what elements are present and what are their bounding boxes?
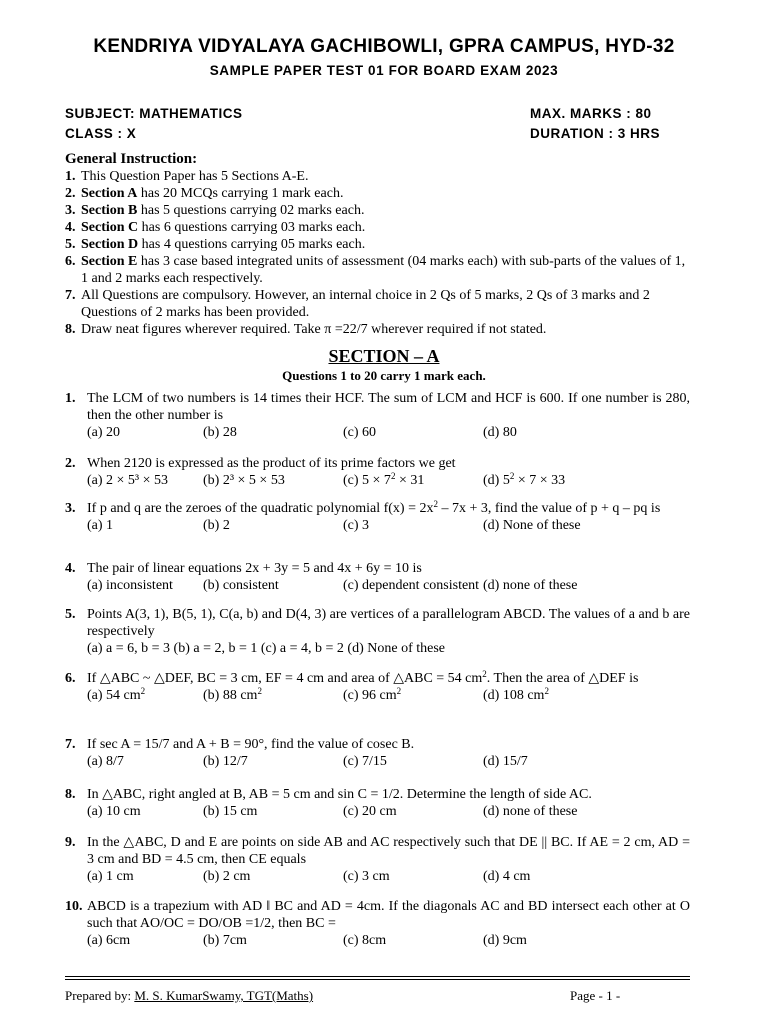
answer-option: (c) 20 cm (343, 804, 397, 819)
instruction-item (65, 168, 690, 185)
instruction-number: 8. (65, 322, 76, 337)
question-text: The LCM of two numbers is 14 times their HCF. The sum of LCM and HCF is 600. If one number is 280, then the other number is (87, 391, 690, 423)
instruction-item (65, 219, 690, 236)
question-text: If p and q are the zeroes of the quadratic polynomial $f(x) = 2x^2 - 7x + 3$, find the value of p + q – pq is (87, 499, 661, 516)
question-text: If sec A = 15/7 and A + B = 90°, find the value of cosec B. (87, 737, 415, 752)
answer-option: (b) 2 (203, 518, 230, 533)
instruction-item (65, 202, 690, 219)
answer-option: (d) $5^2 \times 7 \times 33$ (483, 471, 566, 488)
answer-option: (b) consistent (203, 578, 279, 593)
answer-option: (d) 80 (483, 425, 517, 440)
school-name: KENDRIYA VIDYALAYA GACHIBOWLI, GPRA CAMPUS, HYD-32 (93, 36, 675, 57)
question-text: When 2120 is expressed as the product of its prime factors we get (87, 456, 456, 471)
question-number: 9. (65, 835, 76, 850)
question-number: 3. (65, 501, 76, 516)
instruction-number: 1. (65, 169, 76, 184)
answer-option: (a) inconsistent (87, 578, 173, 593)
answer-option: (b) 12/7 (203, 754, 248, 769)
question-text: In the △ABC, D and E are points on side AB and AC respectively such that DE || BC. If AE = 2 cm, AD = 3 cm and BD = 4.5 cm, then CE equals (87, 835, 690, 867)
answer-option: (c) 3 (343, 518, 370, 533)
answer-option: (b) 28 (203, 425, 237, 440)
instruction-text: Section C has 6 questions carrying 03 marks each. (81, 220, 366, 235)
answer-option: (b) 2³ × 5 × 53 (203, 473, 285, 488)
class-label: CLASS : X (65, 126, 137, 141)
question-text: The pair of linear equations 2x + 3y = 5 and 4x + 6y = 10 is (87, 561, 422, 576)
answer-option: (d) 9cm (483, 933, 527, 948)
answer-option: (a) 20 (87, 425, 121, 440)
question-item (65, 500, 690, 534)
answer-option: (c) 60 (343, 425, 377, 440)
question-item (65, 455, 690, 489)
prepared-by-name: M. S. KumarSwamy, TGT(Maths) (134, 988, 314, 1003)
instruction-text: Section E has 3 case based integrated units of assessment (04 marks each) with sub-parts of the values of 1, 1 and 2 marks each respectively. (81, 254, 686, 286)
answer-option: (c) 8cm (343, 933, 387, 948)
footer-prepared-by (65, 988, 313, 1004)
instruction-number: 3. (65, 203, 76, 218)
question-item (65, 834, 690, 885)
question-number: 5. (65, 607, 76, 622)
question-text: If △ABC ~ △DEF, BC = 3 cm, EF = 4 cm and area of △ABC = 54 $cm^2$. Then the area of △DEF is (87, 669, 639, 686)
answer-option: (d) none of these (483, 804, 578, 819)
question-number: 1. (65, 391, 76, 406)
answer-option: (d) none of these (483, 578, 578, 593)
answer-option: (d) 108 $cm^2$ (483, 686, 549, 703)
answer-option: (b) 88 $cm^2$ (203, 686, 262, 703)
instruction-item (65, 287, 690, 321)
answer-option: (d) 4 cm (483, 869, 531, 884)
answer-option: (d) None of these (483, 518, 581, 533)
question-item (65, 606, 690, 657)
answer-option: (c) 3 cm (343, 869, 390, 884)
answer-option: (c) dependent consistent (343, 578, 480, 593)
answer-option: (a) 6cm (87, 933, 131, 948)
question-number: 7. (65, 737, 76, 752)
answer-option: (b) 7cm (203, 933, 247, 948)
instruction-text: Section A has 20 MCQs carrying 1 mark each. (81, 186, 344, 201)
instruction-item (65, 185, 690, 202)
instruction-item (65, 236, 690, 253)
answer-option: (a) 2 × 5³ × 53 (87, 473, 169, 488)
question-text: In △ABC, right angled at B, AB = 5 cm and sin C = 1/2. Determine the length of side AC. (87, 787, 592, 802)
answer-option: (a) 10 cm (87, 804, 141, 819)
question-number: 6. (65, 671, 76, 686)
instruction-text: Section B has 5 questions carrying 02 marks each. (81, 203, 365, 218)
instruction-text: All Questions are compulsory. However, an internal choice in 2 Qs of 5 marks, 2 Qs of 3 marks and 2 Questions of 2 marks has been provided. (81, 288, 650, 320)
question-text: ABCD is a trapezium with AD ‖ BC and AD = 4cm. If the diagonals AC and BD intersect each other at O such that AO/OC = DO/OB =1/2, then BC = (87, 899, 690, 931)
answer-options (87, 472, 690, 489)
answer-options (87, 517, 690, 534)
answer-option: (c) 7/15 (343, 754, 387, 769)
prepared-by-label: Prepared by: (65, 988, 135, 1003)
answer-options (87, 753, 690, 770)
max-marks-label: MAX. MARKS : 80 (530, 106, 652, 121)
answer-options (87, 577, 690, 594)
answer-options (87, 424, 690, 441)
answer-option: (a) 8/7 (87, 754, 124, 769)
question-number: 10. (65, 899, 83, 914)
duration-label: DURATION : 3 HRS (530, 126, 661, 141)
question-item (65, 898, 690, 949)
instruction-item (65, 321, 690, 338)
question-item (65, 390, 690, 441)
answer-options-line: (a) a = 6, b = 3 (b) a = 2, b = 1 (c) a = 4, b = 2 (d) None of these (87, 641, 445, 656)
instruction-text: Section D has 4 questions carrying 05 marks each. (81, 237, 366, 252)
answer-options (87, 640, 690, 657)
footer-divider-secondary (65, 979, 690, 980)
instruction-item (65, 253, 690, 287)
answer-options (87, 687, 690, 704)
question-number: 2. (65, 456, 76, 471)
answer-options (87, 868, 690, 885)
instructions-list (65, 168, 690, 338)
answer-option: (c) $5 \times 7^2 \times 31$ (343, 471, 425, 488)
instruction-text: This Question Paper has 5 Sections A-E. (81, 169, 309, 184)
footer-divider (65, 976, 690, 977)
instruction-number: 7. (65, 288, 76, 303)
question-item (65, 736, 690, 770)
paper-subtitle: SAMPLE PAPER TEST 01 FOR BOARD EXAM 2023 (209, 63, 559, 78)
section-title: SECTION – A (328, 346, 440, 366)
question-item (65, 786, 690, 820)
answer-option: (b) 2 cm (203, 869, 251, 884)
section-subtitle: Questions 1 to 20 carry 1 mark each. (282, 368, 486, 383)
answer-option: (b) 15 cm (203, 804, 258, 819)
subject-label: SUBJECT: MATHEMATICS (65, 106, 243, 121)
answer-option: (a) 54 $cm^2$ (87, 686, 146, 703)
answer-option: (d) 15/7 (483, 754, 528, 769)
instruction-text: Draw neat figures wherever required. Take π =22/7 wherever required if not stated. (81, 322, 547, 337)
answer-option: (c) 96 $cm^2$ (343, 686, 402, 703)
general-instructions (65, 151, 690, 338)
answer-options (87, 803, 690, 820)
instruction-number: 6. (65, 254, 76, 269)
answer-option: (a) 1 cm (87, 869, 134, 884)
question-text: Points A(3, 1), B(5, 1), C(a, b) and D(4, 3) are vertices of a parallelogram ABCD. The values of a and b are respectively (87, 607, 690, 639)
answer-option: (a) 1 (87, 518, 114, 533)
instructions-heading: General Instruction: (65, 151, 198, 167)
page-number: Page - 1 - (570, 988, 621, 1003)
question-number: 8. (65, 787, 76, 802)
answer-options (87, 932, 690, 949)
question-item (65, 560, 690, 594)
question-number: 4. (65, 561, 76, 576)
question-item (65, 670, 690, 704)
instruction-number: 2. (65, 186, 76, 201)
instruction-number: 5. (65, 237, 76, 252)
instruction-number: 4. (65, 220, 76, 235)
